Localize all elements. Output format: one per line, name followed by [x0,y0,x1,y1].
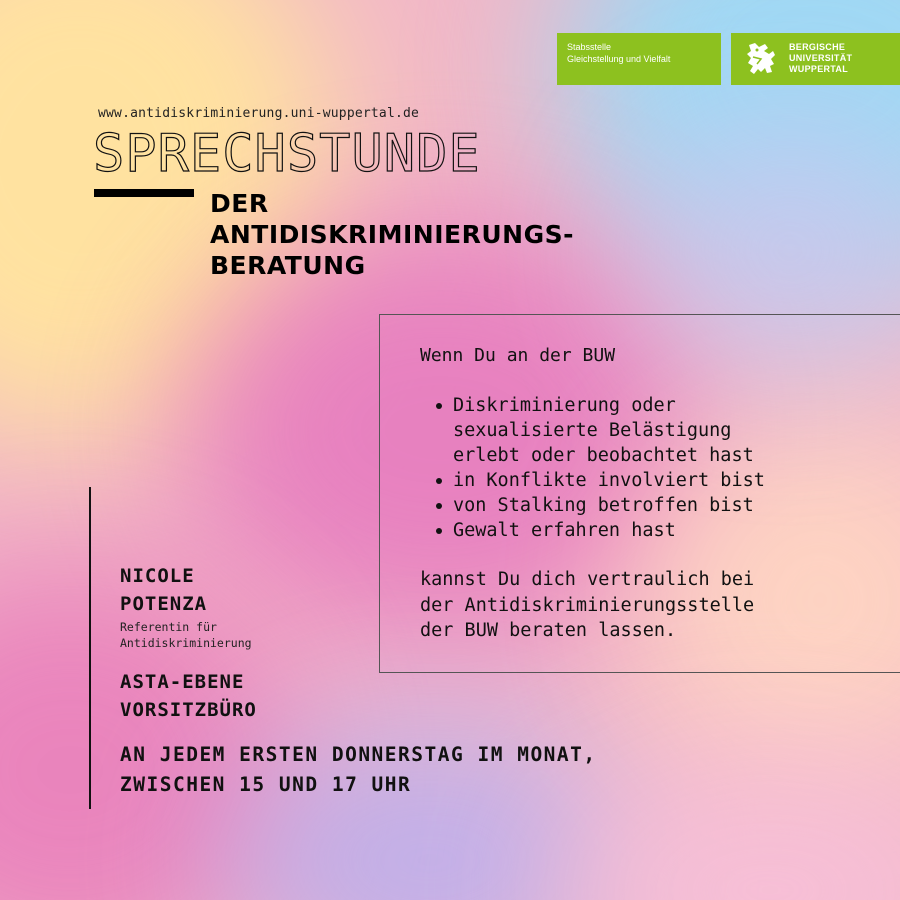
contact-role-line: Referentin für [120,620,217,634]
list-item: in Konflikte involviert bist [420,468,765,493]
stabsstelle-logo-line1: Stabsstelle [567,42,612,52]
office-hours [120,740,597,800]
subtitle-line: BERATUNG [210,251,366,280]
university-name-line3: WUPPERTAL [789,64,849,74]
contact-divider-line [89,487,91,809]
list-item: Gewalt erfahren hast [420,518,765,543]
info-outro-line: der Antidiskriminierungsstelle [420,594,755,616]
stabsstelle-logo-line2: Gleichstellung und Vielfalt [567,54,671,64]
stabsstelle-logo [557,33,721,85]
contact-role-line: Antidiskriminierung [120,636,252,650]
office-hours-line: ZWISCHEN 15 UND 17 UHR [120,773,412,796]
website-url: www.antidiskriminierung.uni-wuppertal.de [98,106,420,121]
contact-name-line: NICOLE [120,565,195,587]
subtitle-line: ANTIDISKRIMINIERUNGS- [210,220,574,249]
info-box [379,314,900,673]
contact-name-line: POTENZA [120,593,208,615]
contact-location-line: VORSITZBÜRO [120,699,257,721]
contact-name [120,562,207,618]
info-bullet-list [420,393,765,543]
info-outro [420,567,754,644]
university-name-line2: UNIVERSITÄT [789,53,853,63]
info-intro: Wenn Du an der BUW [420,345,616,366]
title-underline-bar [94,189,194,197]
university-name [789,42,852,75]
office-hours-line: AN JEDEM ERSTEN DONNERSTAG IM MONAT, [120,743,597,766]
subtitle [210,188,574,281]
contact-location [120,668,257,724]
lion-icon [741,39,781,79]
list-item: Diskriminierung oder sexualisierte Belästigung erlebt oder beobachtet hast [420,393,765,468]
info-outro-line: der BUW beraten lassen. [420,620,677,641]
university-logo [731,33,900,85]
info-outro-line: kannst Du dich vertraulich bei [420,569,755,590]
list-item: von Stalking betroffen bist [420,493,765,518]
background-gradient-blob [560,760,900,900]
contact-role [120,619,252,651]
subtitle-line: DER [210,189,269,218]
university-name-line1: BERGISCHE [789,42,846,52]
contact-location-line: ASTA-EBENE [120,671,245,693]
page-title: SPRECHSTUNDE [93,124,481,184]
